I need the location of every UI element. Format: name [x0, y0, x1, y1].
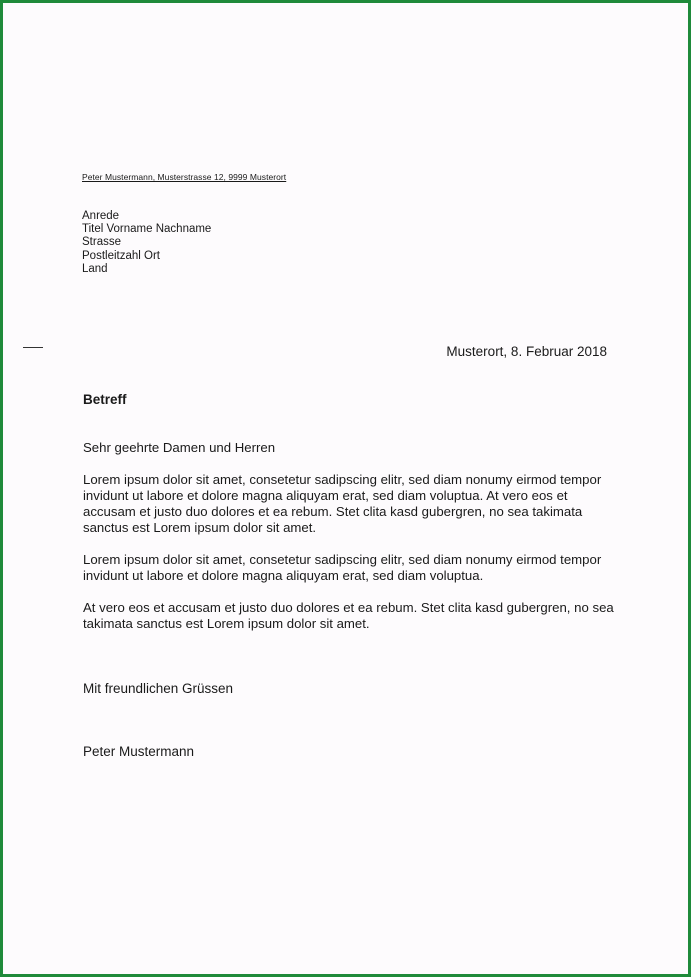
recipient-country-line: Land	[82, 262, 108, 275]
letter-signature: Peter Mustermann	[83, 744, 195, 759]
letter-salutation: Sehr geehrte Damen und Herren	[83, 440, 276, 455]
letter-closing: Mit freundlichen Grüssen	[83, 681, 234, 696]
recipient-city-line: Postleitzahl Ort	[82, 249, 160, 262]
recipient-street-line: Strasse	[82, 236, 121, 249]
letter-date: Musterort, 8. Februar 2018	[446, 344, 607, 359]
recipient-name-line: Titel Vorname Nachname	[82, 223, 212, 236]
body-paragraph-2: Lorem ipsum dolor sit amet, consetetur sadipscing elitr, sed diam nonumy eirmod tempor invidunt ut labore et dolore magna aliquyam erat, sed diam voluptua.	[83, 552, 602, 583]
fold-mark	[23, 347, 43, 348]
letter-body	[83, 440, 623, 648]
body-paragraph-1: Lorem ipsum dolor sit amet, consetetur sadipscing elitr, sed diam nonumy eirmod tempor invidunt ut labore et dolore magna aliquyam erat, sed diam voluptua. At vero eos et accusam et justo duo dolores et ea rebum. Stet clita kasd gubergren, no sea takimata sanctus est Lorem ipsum dolor sit amet.	[83, 472, 602, 535]
sender-return-address: Peter Mustermann, Musterstrasse 12, 9999 Musterort	[82, 172, 287, 182]
recipient-address-block	[82, 210, 211, 276]
recipient-salutation-line: Anrede	[82, 210, 120, 222]
body-paragraph-3: At vero eos et accusam et justo duo dolores et ea rebum. Stet clita kasd gubergren, no sea takimata sanctus est Lorem ipsum dolor sit amet.	[83, 600, 614, 631]
letter-subject: Betreff	[83, 392, 127, 407]
